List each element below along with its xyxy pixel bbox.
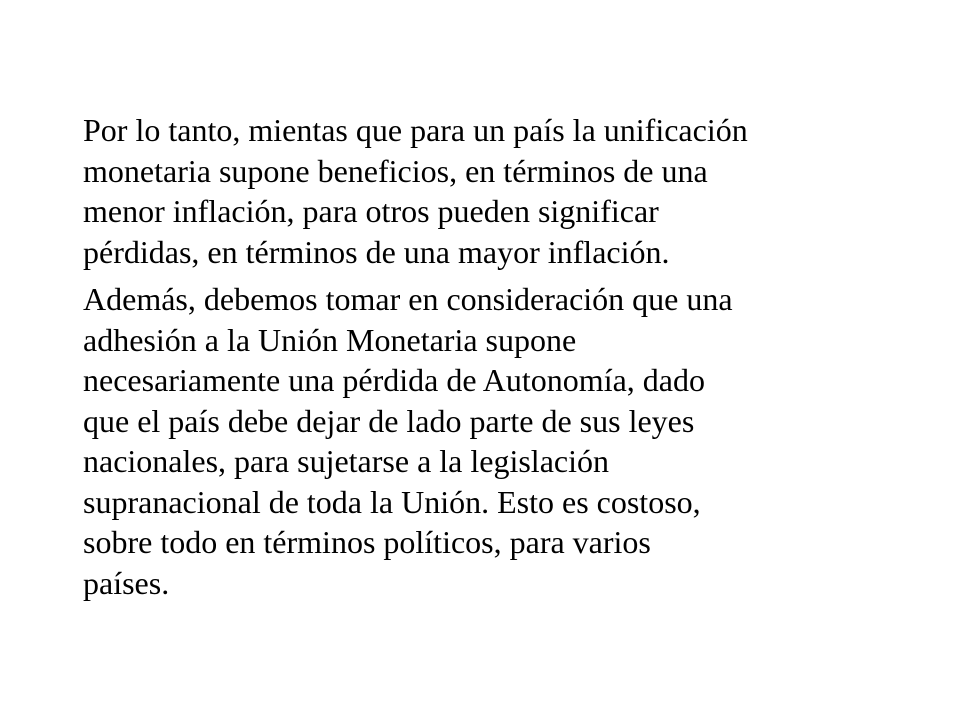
paragraph-line: menor inflación, para otros pueden significar	[83, 193, 659, 229]
paragraph-line: que el país debe dejar de lado parte de sus leyes	[83, 402, 695, 439]
paragraph-line: monetaria supone beneficios, en términos de una	[83, 152, 708, 189]
slide-text-body	[83, 110, 883, 603]
paragraph-line: necesariamente una pérdida de Autonomía, dado	[83, 362, 705, 398]
paragraph-unification-inflation	[83, 110, 883, 272]
paragraph-line: adhesión a la Unión Monetaria supone	[83, 321, 577, 358]
paragraph-line: supranacional de toda la Unión. Esto es costoso,	[83, 483, 701, 520]
paragraph-line: Por lo tanto, mientas que para un país la unificación	[83, 112, 748, 148]
paragraph-line: sobre todo en términos políticos, para varios	[83, 524, 651, 560]
paragraph-autonomy-loss	[83, 279, 883, 603]
paragraph-line: nacionales, para sujetarse a la legislación	[83, 443, 609, 479]
paragraph-line: Además, debemos tomar en consideración que una	[83, 281, 733, 317]
paragraph-line: pérdidas, en términos de una mayor inflación.	[83, 233, 670, 270]
paragraph-line: países.	[83, 564, 170, 601]
